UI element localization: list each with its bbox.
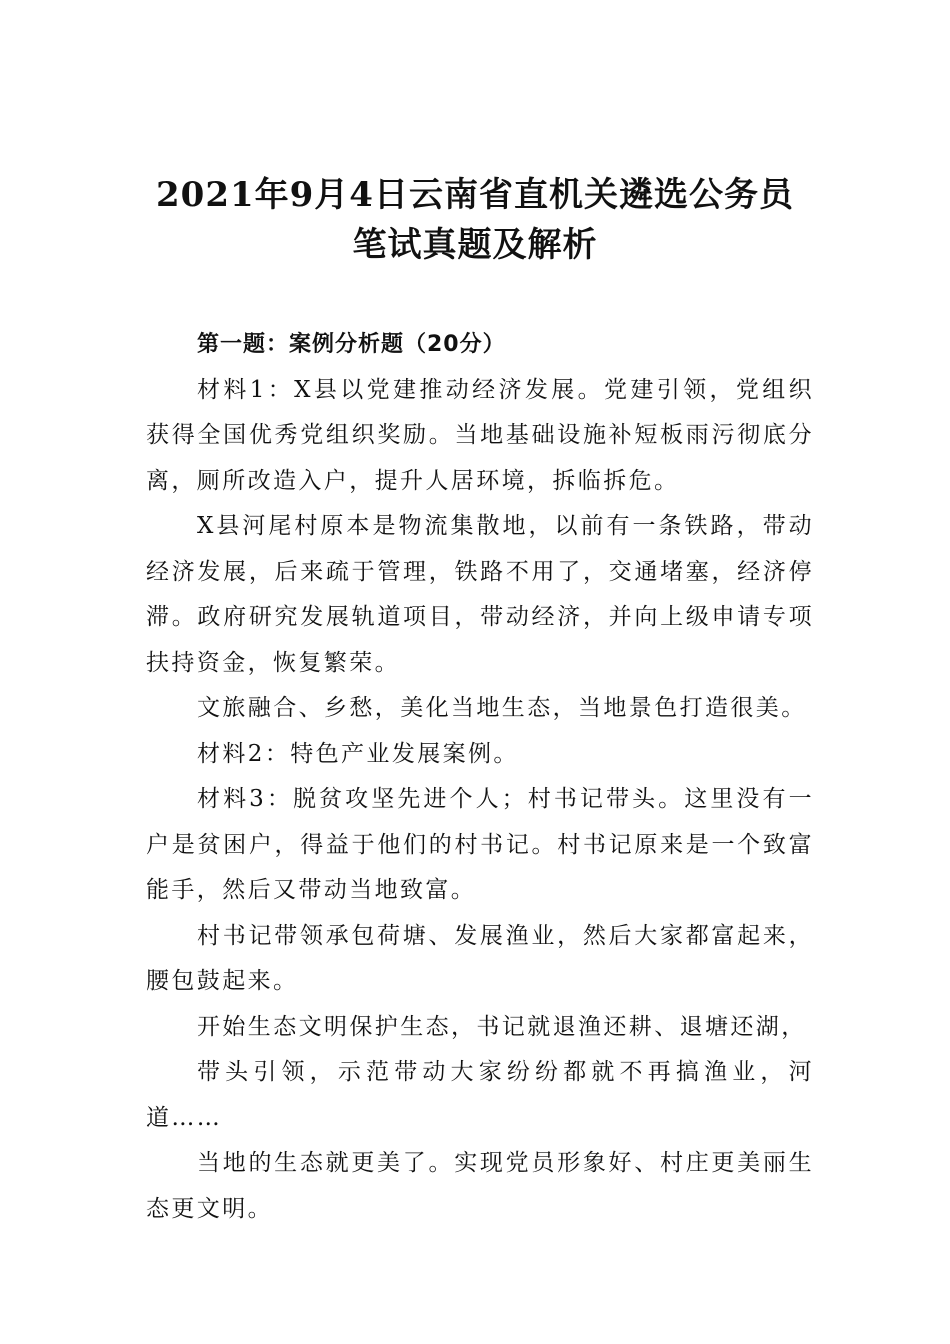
- paragraph-ecology: 开始生态文明保护生态，书记就退渔还耕、退塘还湖，: [197, 1013, 807, 1040]
- paragraph-culture-tourism: 文旅融合、乡愁，美化当地生态，当地景色打造很美。: [197, 695, 807, 721]
- title-line-2: 笔试真题及解析: [352, 225, 598, 265]
- paragraph-leadership: 带头引领，示范带动大家纷纷都就不再搞渔业，河道……: [146, 1059, 814, 1131]
- paragraph-fishery: 村书记带领承包荷塘、发展渔业，然后大家都富起来，腰包鼓起来。: [146, 922, 814, 994]
- title-line-1: 2021年9月4日云南省直机关遴选公务员: [156, 175, 794, 215]
- document-body: [146, 322, 814, 1232]
- section-heading: 第一题：案例分析题（20分）: [197, 332, 506, 357]
- paragraph-outcome: 当地的生态就更美了。实现党员形象好、村庄更美丽生态更文明。: [146, 1150, 814, 1222]
- document-title: [0, 170, 950, 270]
- paragraph-material-3: 材料3：脱贫攻坚先进个人；村书记带头。这里没有一户是贫困户，得益于他们的村书记。村书记原来是一个致富能手，然后又带动当地致富。: [146, 786, 814, 903]
- paragraph-material-1: 材料1：X县以党建推动经济发展。党建引领，党组织获得全国优秀党组织奖励。当地基础设施补短板雨污彻底分离，厕所改造入户，提升人居环境，拆临拆危。: [146, 376, 814, 494]
- paragraph-river-village: X县河尾村原本是物流集散地，以前有一条铁路，带动经济发展，后来疏于管理，铁路不用了，交通堵塞，经济停滞。政府研究发展轨道项目，带动经济，并向上级申请专项扶持资金，恢复繁荣。: [146, 513, 814, 676]
- paragraph-material-2: 材料2：特色产业发展案例。: [197, 740, 519, 767]
